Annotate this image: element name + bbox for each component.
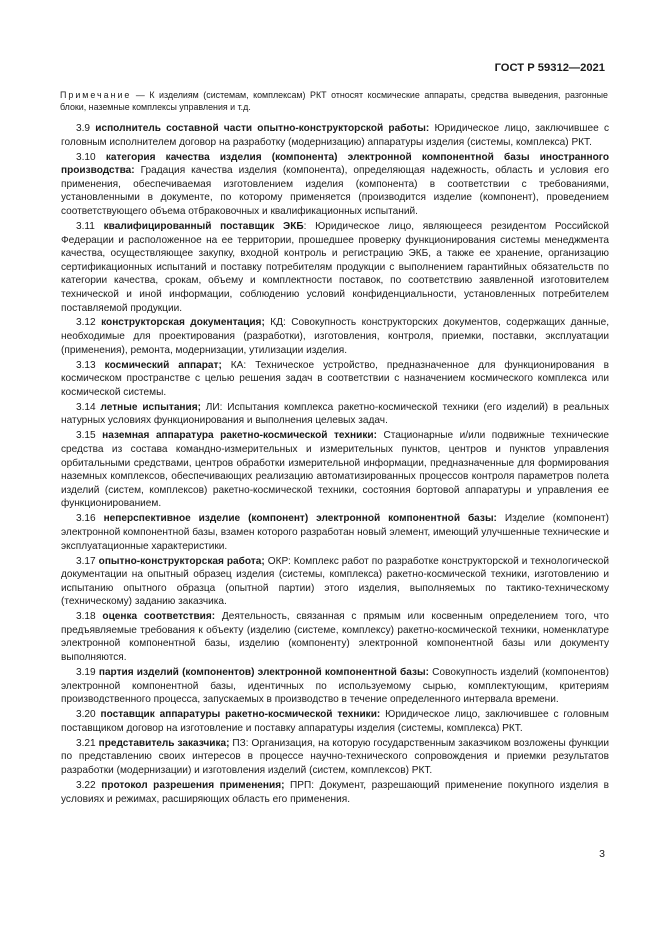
definition-paragraph — [61, 429, 609, 511]
definition-term: квалифицированный поставщик ЭКБ — [103, 220, 304, 232]
definition-text: : Юридическое лицо, являющееся резидентом Российской Федерации и расположенное на ее территории, прошедшее проверку функционирования системы менеджмента качества, осуществляющее закупку, входной контроль и регистрацию ЭКБ, а также ее хранение, организацию сертификационных испытаний и поставку потребителям продукции с выполнением гарантийных обязательств по категории качества, срокам, объему и комплектности поставок, по соответствию заявленной изготовителем технической и иной информации, соблюдению условий конфиденциальности, установленных потребителем поставляемой продукции. — [61, 220, 609, 314]
definition-term: летные испытания; — [100, 401, 201, 413]
definition-text: ЛИ: Испытания комплекса ракетно-космической техники (его изделий) в реальных натурных условиях функционирования и выполнения целевых задач. — [61, 401, 609, 427]
definition-text: ОКР: Комплекс работ по разработке конструкторской и технологической документации на опытный образец изделия (системы, комплекса) ракетно-космической техники, изготовлению и испытанию опытного образца (опытной партии) этого изделия, выполняемых по тактико-техническому (техническому) заданию заказчика. — [61, 555, 609, 608]
definition-paragraph — [61, 401, 609, 428]
definition-number: 3.9 — [76, 123, 91, 134]
definition-paragraph — [61, 708, 609, 735]
document-header: ГОСТ Р 59312—2021 — [494, 62, 605, 74]
note-lead: Примечание — [60, 90, 132, 100]
definition-term: наземная аппаратура ракетно-космической техники: — [102, 430, 377, 442]
definition-paragraph — [61, 737, 609, 778]
definition-number: 3.17 — [76, 555, 96, 567]
definition-number: 3.12 — [76, 317, 96, 329]
definition-paragraph — [61, 359, 609, 400]
note-paragraph — [60, 89, 608, 114]
definition-term: оценка соответствия: — [102, 611, 216, 623]
definition-number: 3.11 — [76, 220, 95, 232]
definition-text: Стационарные и/или подвижные технические средства из состава командно-измерительных и измерительных пунктов, центров и пунктов управления орбитальными средствами, центров обработки измерительной информации, предназначенные для формирования наземных комплексов, обеспечивающих реализацию автоматизированных процессов контроля параметров полета изделий (систем, комплексов) ракетно-космической техники, состояния бортовой аппаратуры и управления ее функционированием. — [61, 430, 609, 510]
definition-paragraph — [61, 512, 609, 553]
definition-number: 3.20 — [76, 709, 96, 721]
definition-paragraph — [61, 779, 609, 806]
definition-text: ПРП: Документ, разрешающий применение покупного изделия в условиях и режимах, расширяющих область его применения. — [61, 779, 609, 805]
definition-paragraph — [61, 666, 609, 707]
definition-paragraph — [61, 610, 609, 664]
page-number: 3 — [599, 848, 605, 860]
definition-number: 3.10 — [76, 151, 96, 163]
definition-term: поставщик аппаратуры ракетно-космической техники: — [100, 709, 381, 721]
definition-term: космический аппарат; — [104, 359, 222, 371]
definition-text: Юридическое лицо, заключившее с головным поставщиком договор на изготовление и поставку аппаратуры изделия (системы, комплекса) РКТ. — [61, 709, 609, 734]
definition-paragraph — [61, 151, 609, 219]
definition-paragraph — [61, 316, 609, 357]
definition-term: неперспективное изделие (компонент) электронной компонентной базы: — [103, 513, 497, 525]
definition-number: 3.13 — [76, 359, 96, 371]
definition-term: категория качества изделия (компонента) электронной компонентной базы иностранного производства: — [61, 151, 609, 177]
definition-number: 3.19 — [76, 667, 96, 679]
definition-term: представитель заказчика; — [98, 737, 230, 749]
definition-text: Юридическое лицо, заключившее с головным исполнителем договор на разработку (модернизацию) аппаратуры изделия (системы, комплекса) РКТ. — [61, 123, 609, 148]
definition-term: опытно-конструкторская работа; — [98, 555, 265, 567]
definition-paragraph — [61, 555, 609, 609]
definition-text: Градация качества изделия (компонента), определяющая надежность, область и условия его применения, обеспечиваемая изготовлением изделия (компонента) в соответствии с требованиями, установленными в документе, по которому применяется (производится изделие (компонент), проведением соответствующего объема отбраковочных и квалификационных испытаний. — [61, 165, 609, 217]
definition-paragraph — [61, 122, 609, 149]
definition-term: протокол разрешения применения; — [101, 779, 285, 791]
definition-term: партия изделий (компонентов) электронной компонентной базы: — [98, 667, 429, 679]
definition-term: конструкторская документация; — [101, 317, 265, 329]
definition-paragraph — [61, 220, 609, 315]
definition-text: Деятельность, связанная с прямым или косвенным определением того, что предъявляемые требования к объекту (изделию (системе, комплексу) ракетно-космической техники, номенклатуре электронной компонентной базы, изделию (компоненту) электронной компонентной базы или документу выполняются. — [61, 611, 609, 664]
definition-text: КА: Техническое устройство, предназначенное для функционирования в космическом пространстве с целью решения задач в соответствии с назначением космического комплекса или космической системы. — [61, 359, 610, 398]
definition-number: 3.15 — [76, 430, 96, 442]
definition-number: 3.22 — [76, 779, 96, 791]
definition-text: ПЗ: Организация, на которую государственным заказчиком возложены функции по представлению своих интересов в процессе научно-технического сопровождения и приемки результатов разработки (модернизации) и изготовления изделий (систем, комплексов) РКТ. — [61, 737, 609, 776]
definition-text: Совокупность изделий (компонентов) электронной компонентной базы, идентичных по используемому сырью, комплектующим, критериям производственного процесса, запускаемых в производство в течение определенного интервала времени. — [61, 667, 609, 706]
definition-text: Изделие (компонент) электронной компонентной базы, взамен которого разработан новый элемент, имеющий улучшенные технические и эксплуатационные характеристики. — [61, 513, 609, 552]
definition-number: 3.18 — [76, 611, 96, 623]
definition-text: КД: Совокупность конструкторских документов, содержащих данные, необходимые для проектирования (разработки), изготовления, контроля, приемки, поставки, эксплуатации (применения), ремонта, модернизации, утилизации изделия. — [61, 317, 609, 356]
note-text: — К изделиям (системам, комплексам) РКТ относят космические аппараты, средства выведения, разгонные блоки, наземные комплексы управления и т.д. — [60, 90, 608, 113]
definition-number: 3.14 — [76, 401, 96, 413]
definition-term: исполнитель составной части опытно-конструкторской работы: — [95, 123, 430, 134]
definitions-list — [61, 122, 609, 808]
definition-number: 3.21 — [76, 737, 96, 749]
definition-number: 3.16 — [76, 513, 96, 525]
